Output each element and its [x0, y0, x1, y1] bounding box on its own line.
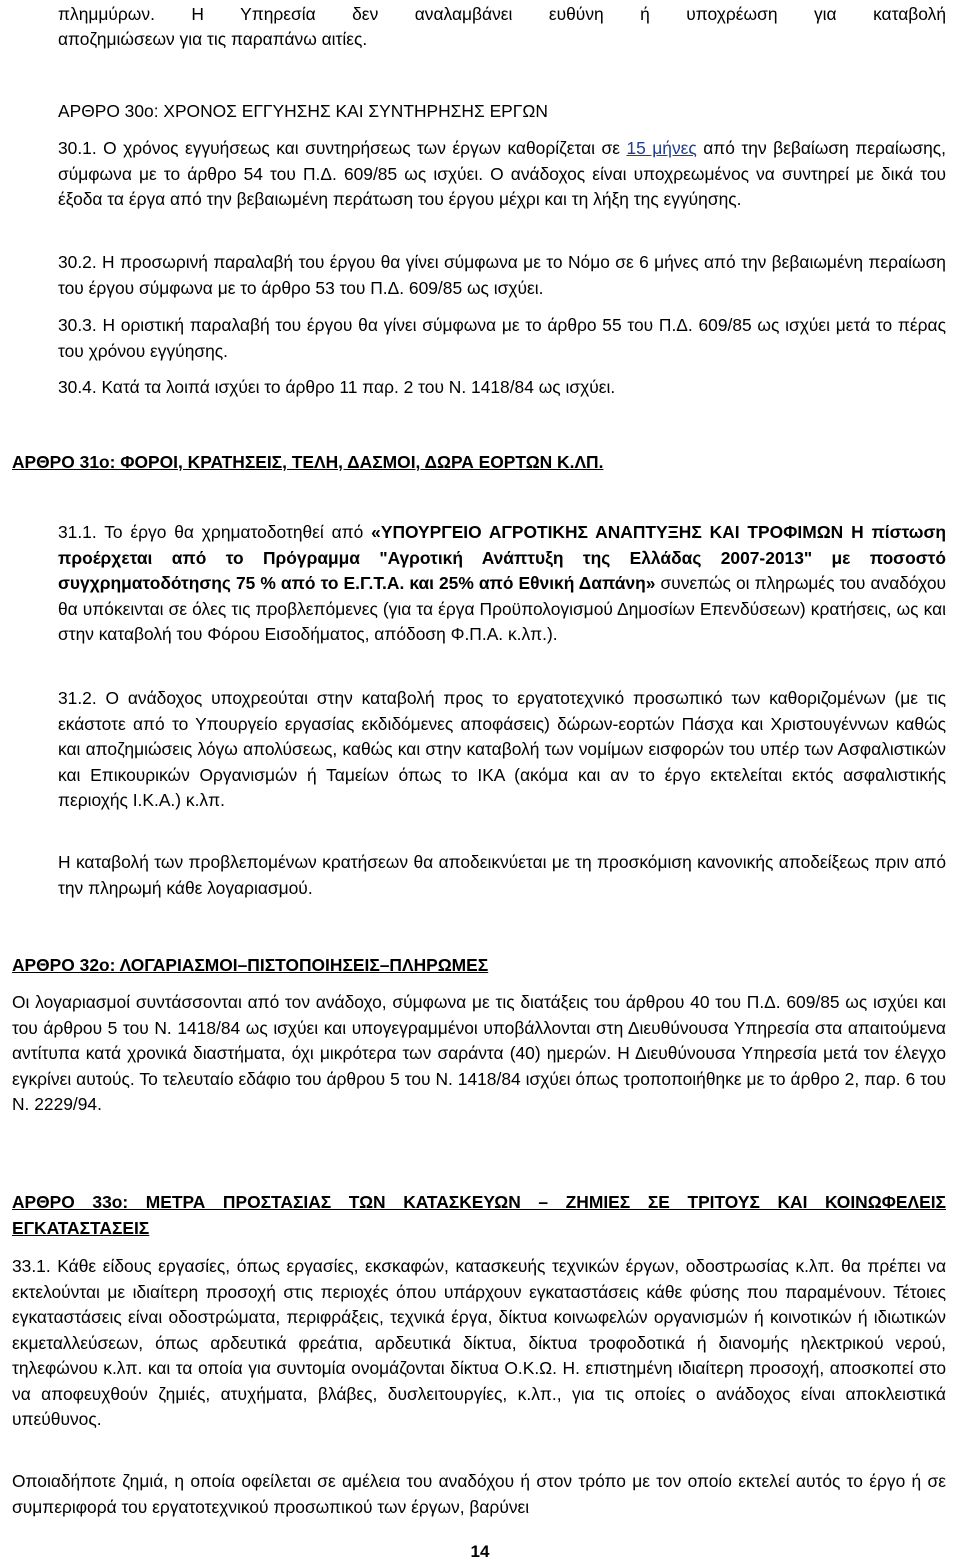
top-paragraph-line2: αποζημιώσεων για τις παραπάνω αιτίες.	[58, 29, 368, 49]
article-31-1-paragraph: 31.1. Το έργο θα χρηματοδοτηθεί από «ΥΠΟΥΡΓΕΙΟ ΑΓΡΟΤΙΚΗΣ ΑΝΑΠΤΥΞΗΣ ΚΑΙ ΤΡΟΦΙΜΩΝ Η πίστωση προέρχεται από το Πρόγραμμα "Αγροτική Ανάπτυξη της Ελλάδας 2007-2013" με ποσοστό συγχρηματοδότησης 75 % από το Ε.Γ.Τ.Α. και 25% από Εθνική Δαπάνη» συνεπώς οι πληρωμές του αναδόχου θα υπόκεινται σε όλες τις προβλεπόμενες (για τα έργα Προϋπολογισμού Δημοσίων Επενδύσεων) κρατήσεις, ως και στην καταβολή του Φόρου Εισοδήματος, απόδοση Φ.Π.Α. κ.λπ.).	[58, 522, 946, 644]
article-31-heading: ΑΡΘΡΟ 31ο: ΦΟΡΟΙ, ΚΡΑΤΗΣΕΙΣ, ΤΕΛΗ, ΔΑΣΜΟΙ, ΔΩΡΑ ΕΟΡΤΩΝ Κ.ΛΠ.	[12, 452, 604, 472]
article-30-4-paragraph: 30.4. Κατά τα λοιπά ισχύει το άρθρο 11 παρ. 2 του Ν. 1418/84 ως ισχύει.	[58, 377, 616, 397]
top-paragraph-line1: πλημμύρων. Η Υπηρεσία δεν αναλαμβάνει ευθύνη ή υποχρέωση για καταβολή	[58, 4, 946, 24]
article-30-2-paragraph: 30.2. Η προσωρινή παραλαβή του έργου θα γίνει σύμφωνα με το Νόμο σε 6 μήνες από την βεβαιωμένη περαίωση του έργου σύμφωνα με το άρθρο 53 του Π.Δ. 609/85 ως ισχύει.	[58, 252, 946, 298]
article-33-2-paragraph: Οποιαδήποτε ζημιά, η οποία οφείλεται σε αμέλεια του αναδόχου ή στον τρόπο με τον οποίο εκτελεί αυτός το έργο ή σε συμπεριφορά του εργατοτεχνικού προσωπικού των έργων, βαρύνει	[12, 1471, 946, 1517]
funding-source-text: «ΥΠΟΥΡΓΕΙΟ ΑΓΡΟΤΙΚΗΣ ΑΝΑΠΤΥΞΗΣ ΚΑΙ ΤΡΟΦΙΜΩΝ Η πίστωση προέρχεται από το Πρόγραμμα "Αγροτική Ανάπτυξη της Ελλάδας 2007-2013" με ποσοστό συγχρηματοδότησης 75 % από το Ε.Γ.Τ.Α. και 25% από Εθνική Δαπάνη»	[58, 522, 946, 593]
article-33-heading: ΑΡΘΡΟ 33ο: ΜΕΤΡΑ ΠΡΟΣΤΑΣΙΑΣ ΤΩΝ ΚΑΤΑΣΚΕΥΩΝ – ΖΗΜΙΕΣ ΣΕ ΤΡΙΤΟΥΣ ΚΑΙ ΚΟΙΝΩΦΕΛΕΙΣ ΕΓΚΑΤΑΣΤΑΣΕΙΣ	[12, 1192, 946, 1238]
warranty-period-link[interactable]: 15 μήνες	[626, 138, 697, 158]
page-number: 14	[470, 1542, 490, 1561]
article-30-3-paragraph: 30.3. Η οριστική παραλαβή του έργου θα γίνει σύμφωνα με το άρθρο 55 του Π.Δ. 609/85 ως ισχύει μετά το πέρας του χρόνου εγγύησης.	[58, 315, 946, 361]
article-32-paragraph: Οι λογαριασμοί συντάσσονται από τον ανάδοχο, σύμφωνα με τις διατάξεις του άρθρου 40 του Π.Δ. 609/85 ως ισχύει και του άρθρου 5 του Ν. 1418/84 ως ισχύει και υπογεγραμμένοι υποβάλλονται στη Διευθύνουσα Υπηρεσία στα απαιτούμενα αντίτυπα κατά χρονικά διαστήματα, όχι μικρότερα των σαράντα (40) ημερών. Η Διευθύνουσα Υπηρεσία μετά τον έλεγχο εγκρίνει αυτούς. Το τελευταίο εδάφιο του άρθρου 5 του Ν. 1418/84 ισχύει όπως τροποποιήθηκε με το άρθρο 2, παρ. 6 του Ν. 2229/94.	[12, 992, 946, 1114]
article-30-heading: ΑΡΘΡΟ 30ο: ΧΡΟΝΟΣ ΕΓΓΥΗΣΗΣ ΚΑΙ ΣΥΝΤΗΡΗΣΗΣ ΕΡΓΩΝ	[58, 101, 548, 121]
article-30-1-paragraph: 30.1. Ο χρόνος εγγυήσεως και συντηρήσεως των έργων καθορίζεται σε 15 μήνες από την βεβαίωση περαίωσης, σύμφωνα με το άρθρο 54 του Π.Δ. 609/85 ως ισχύει. Ο ανάδοχος είναι υποχρεωμένος να συντηρεί με δικά του έξοδα τα έργα από την βεβαιωμένη περάτωση του έργου μέχρι και τη λήξη της εγγύησης.	[58, 138, 946, 209]
article-33-1-paragraph: 33.1. Κάθε είδους εργασίες, όπως εργασίες, εκσκαφών, κατασκευής τεχνικών έργων, οδοστρωσίας κ.λπ. θα πρέπει να εκτελούνται με ιδιαίτερη προσοχή στις περιοχές όπου υπάρχουν εγκαταστάσεις κάθε φύσης που παραμένουν. Τέτοιες εγκαταστάσεις είναι οδοστρώματα, περιφράξεις, τεχνικά έργα, δίκτυα κοινωφελών οργανισμών ή κοινοτικών ή ιδιωτικών εκμεταλλεύσεων, όπως αρδευτικά φρεάτια, αρδευτικά δίκτυα, δίκτυα τροφοδοτικά ή διανομής ηλεκτρικού νερού, τηλεφώνου κ.λπ. και τα οποία για συντομία ονομάζονται δίκτυα Ο.Κ.Ω. Η. επιστημένη ιδιαίτερη προσοχή, αποσκοπεί στο να αποφευχθούν ζημιές, ατυχήματα, βλάβες, δυσλειτουργίες, κ.λπ., για τις οποίες ο ανάδοχος είναι αποκλειστικά υπεύθυνος.	[12, 1256, 946, 1429]
article-31-2-paragraph: 31.2. Ο ανάδοχος υποχρεούται στην καταβολή προς το εργατοτεχνικό προσωπικό των καθοριζομένων (με τις εκάστοτε από το Υπουργείο εργασίας εκδιδόμενες αποφάσεις) δώρων-εορτών Πάσχα και Χριστουγέννων καθώς και αποζημιώσεις λόγω απολύσεως, καθώς και στην καταβολή των νομίμων εισφορών του υπέρ των Ασφαλιστικών και Επικουρικών Οργανισμών ή Ταμείων όπως το ΙΚΑ (ακόμα και αν το έργο εκτελείται εκτός ασφαλιστικής περιοχής Ι.Κ.Α.) κ.λπ.	[58, 688, 946, 810]
article-31-3-paragraph: Η καταβολή των προβλεπομένων κρατήσεων θα αποδεικνύεται με τη προσκόμιση κανονικής αποδείξεως πριν από την πληρωμή κάθε λογαριασμού.	[58, 852, 946, 898]
article-32-heading: ΑΡΘΡΟ 32ο: ΛΟΓΑΡΙΑΣΜΟΙ–ΠΙΣΤΟΠΟΙΗΣΕΙΣ–ΠΛΗΡΩΜΕΣ	[12, 955, 489, 975]
